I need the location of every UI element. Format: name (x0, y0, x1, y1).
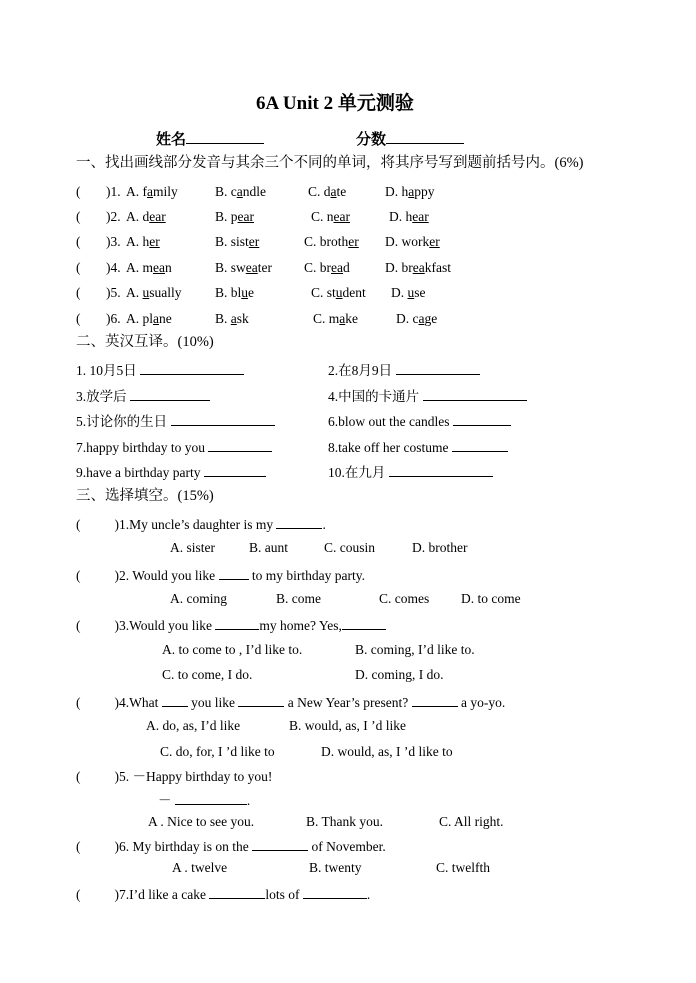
answer-paren[interactable]: ( (76, 568, 81, 583)
q4-blank-1[interactable] (162, 694, 188, 707)
s1-option-c: C. bread (304, 260, 350, 275)
s2-answer-blank[interactable] (389, 464, 493, 477)
name-label: 姓名 (156, 132, 187, 148)
s1-option-b: B. sister (215, 234, 260, 249)
q3-option-a[interactable]: A. to come to , I’d like to. (162, 642, 303, 657)
s1-option-c: C. make (313, 311, 359, 326)
s1-option-a: A. usually (126, 285, 182, 300)
s1-answer-paren[interactable]: ( (76, 209, 81, 224)
q3-option-b[interactable]: B. coming, I’d like to. (355, 642, 475, 657)
s1-option-c: C. date (308, 184, 347, 199)
q3-blank[interactable] (215, 617, 259, 630)
s2-item: 3.放学后 (76, 388, 210, 404)
q7-blank-1[interactable] (209, 886, 265, 899)
s2-answer-blank[interactable] (423, 388, 527, 401)
q6-stem: ( )6. My birthday is on the of November. (76, 839, 386, 854)
q2-option-a[interactable]: A. coming (170, 591, 227, 606)
s1-answer-paren[interactable]: ( (76, 234, 81, 249)
s1-option-d: D. breakfast (385, 260, 451, 275)
q2-option-c[interactable]: C. comes (379, 591, 430, 606)
s1-option-d: D. use (391, 285, 426, 300)
q7-stem: ( )7.I’d like a cake lots of . (76, 887, 371, 902)
s1-option-b: B. candle (215, 184, 266, 199)
q7-blank-2[interactable] (303, 886, 367, 899)
s2-item: 4.中国的卡通片 (328, 388, 527, 404)
q6-option-b[interactable]: B. twenty (309, 860, 362, 875)
q2-option-d[interactable]: D. to come (461, 591, 521, 606)
s1-option-d: D. cage (396, 311, 438, 326)
q2-blank[interactable] (219, 567, 249, 580)
q2-option-b[interactable]: B. come (276, 591, 321, 606)
s1-option-c: C. student (311, 285, 366, 300)
q4-option-b[interactable]: B. would, as, I ’d like (289, 718, 406, 733)
page-title: 6A Unit 2 单元测验 (256, 93, 414, 114)
q5-reply-line: － . (158, 793, 251, 808)
q3-stem: ( )3.Would you like my home? Yes, (76, 617, 386, 633)
s1-option-a: A. family (126, 184, 178, 199)
s2-item: 10.在九月 (328, 464, 493, 480)
section2-heading: 二、英汉互译。(10%) (76, 334, 214, 350)
q5-option-c[interactable]: C. All right. (439, 814, 504, 829)
q1-option-b[interactable]: B. aunt (249, 540, 288, 555)
s1-option-d: D. hear (389, 209, 429, 224)
s1-option-d: D. worker (385, 234, 440, 249)
section3-heading: 三、选择填空。(15%) (76, 488, 214, 504)
s1-item-number: )4. (106, 260, 121, 275)
s2-item: 7.happy birthday to you (76, 439, 272, 455)
q6-blank[interactable] (252, 838, 308, 851)
q6-option-a[interactable]: A . twelve (172, 860, 228, 875)
s1-item-number: )6. (106, 311, 121, 326)
q5-stem: ( )5. －Happy birthday to you! (76, 769, 273, 784)
section1-heading: 一、找出画线部分发音与其余三个不同的单词，将其序号写到题前括号内。(6%) (76, 155, 584, 171)
answer-paren[interactable]: ( (76, 618, 81, 633)
s2-item: 6.blow out the candles (328, 413, 511, 429)
s2-item: 8.take off her costume (328, 439, 508, 455)
s1-option-a: A. plane (126, 311, 172, 326)
s1-option-b: B. ask (215, 311, 249, 326)
q1-option-d[interactable]: D. brother (412, 540, 468, 555)
s2-answer-blank[interactable] (208, 439, 272, 452)
q5-option-b[interactable]: B. Thank you. (306, 814, 383, 829)
s2-answer-blank[interactable] (130, 388, 210, 401)
s1-option-a: A. dear (126, 209, 166, 224)
q1-option-a[interactable]: A. sister (170, 540, 215, 555)
s1-item-number: )2. (106, 209, 121, 224)
s2-item: 5.讨论你的生日 (76, 413, 275, 429)
q4-option-d[interactable]: D. would, as, I ’d like to (321, 744, 453, 759)
s2-answer-blank[interactable] (171, 413, 275, 426)
answer-paren[interactable]: ( (76, 695, 81, 710)
q4-option-c[interactable]: C. do, for, I ’d like to (160, 744, 275, 759)
name-field[interactable] (156, 131, 264, 148)
s1-answer-paren[interactable]: ( (76, 184, 81, 199)
score-blank[interactable] (386, 131, 464, 144)
q4-stem: ( )4.What you like a New Year’s present? a yo-yo. (76, 695, 506, 710)
s1-item-number: )1. (106, 184, 121, 199)
q3-blank-2[interactable] (342, 617, 386, 630)
s1-option-a: A. mean (126, 260, 172, 275)
answer-paren[interactable]: ( (76, 839, 81, 854)
s2-answer-blank[interactable] (204, 464, 266, 477)
q2-stem: ( )2. Would you like to my birthday party. (76, 568, 366, 583)
q4-blank-2[interactable] (238, 694, 284, 707)
q6-option-c[interactable]: C. twelfth (436, 860, 490, 875)
s1-answer-paren[interactable]: ( (76, 260, 81, 275)
q4-option-a[interactable]: A. do, as, I’d like (146, 718, 241, 733)
s2-item: 2.在8月9日 (328, 362, 480, 378)
s1-answer-paren[interactable]: ( (76, 285, 81, 300)
s1-answer-paren[interactable]: ( (76, 311, 81, 326)
s2-item: 1. 10月5日 (76, 362, 244, 378)
s2-answer-blank[interactable] (140, 362, 244, 375)
q1-stem: ( )1.My uncle’s daughter is my . (76, 517, 326, 532)
s1-option-b: B. sweater (215, 260, 272, 275)
s2-answer-blank[interactable] (453, 413, 511, 426)
s1-option-c: C. brother (304, 234, 359, 249)
q4-blank-3[interactable] (412, 694, 458, 707)
answer-paren[interactable]: ( (76, 769, 81, 784)
q1-option-c[interactable]: C. cousin (324, 540, 376, 555)
s1-item-number: )5. (106, 285, 121, 300)
answer-paren[interactable]: ( (76, 887, 81, 902)
s1-option-c: C. near (311, 209, 350, 224)
score-label: 分数 (356, 132, 387, 148)
answer-paren[interactable]: ( (76, 517, 81, 532)
score-field[interactable] (356, 131, 464, 148)
s2-answer-blank[interactable] (396, 362, 480, 375)
s1-item-number: )3. (106, 234, 121, 249)
name-blank[interactable] (186, 131, 264, 144)
q5-option-a[interactable]: A . Nice to see you. (148, 814, 255, 829)
s1-option-d: D. happy (385, 184, 435, 199)
q5-blank[interactable] (175, 792, 247, 805)
s1-option-b: B. pear (215, 209, 254, 224)
q1-blank[interactable] (276, 516, 322, 529)
q3-option-c[interactable]: C. to come, I do. (162, 667, 253, 682)
s1-option-b: B. blue (215, 285, 255, 300)
s1-option-a: A. her (126, 234, 160, 249)
s2-item: 9.have a birthday party (76, 464, 266, 480)
s2-answer-blank[interactable] (452, 439, 508, 452)
q3-option-d[interactable]: D. coming, I do. (355, 667, 444, 682)
